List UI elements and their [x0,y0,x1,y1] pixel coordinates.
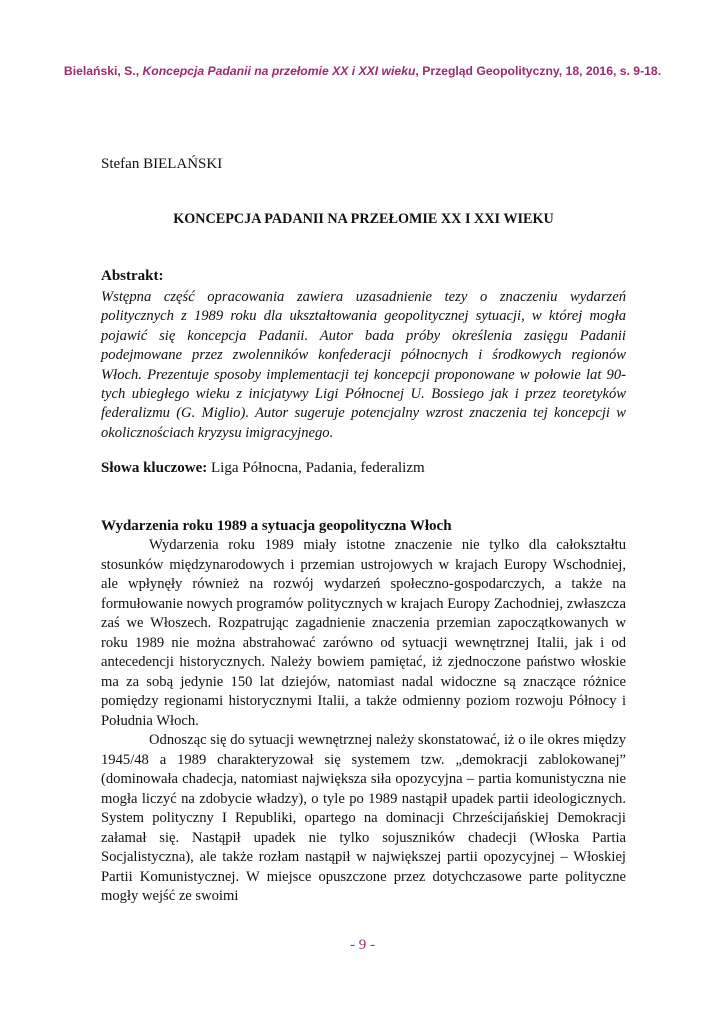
page-number: - 9 - [350,937,375,953]
keywords [101,460,425,477]
author-name: Stefan BIELAŃSKI [101,156,223,172]
keywords-value: Liga Północna, Padania, federalizm [207,460,425,476]
article-title: KONCEPCJA PADANII NA PRZEŁOMIE XX I XXI WIEKU [173,211,554,227]
citation-header [60,63,665,79]
citation-prefix: Bielański, S., [63,64,143,78]
abstract-text: Wstępna część opracowania zawiera uzasadnienie tezy o znaczeniu wydarzeń politycznych z 1989 roku dla ukształtowania geopolitycznej sytuacji, w której mogła pojawić się koncepcja Padanii. Autor bada próby określenia zasięgu Padanii podejmowane przez zwolenników konfederacji północnych i środkowych regionów Włoch. Prezentuje sposoby implementacji tej koncepcji proponowane w połowie lat 90-tych ubiegłego wieku z inicjatywy Ligi Północnej U. Bossiego jak i przez teoretyków federalizmu (G. Miglio). Autor sugeruje potencjalny wzrost znaczenia tej koncepcji w okolicznościach kryzysu imigracyjnego. [101,289,626,441]
citation-suffix: , Przegląd Geopolityczny, 18, 2016, s. 9-18. [415,64,662,78]
paragraph: Wydarzenia roku 1989 miały istotne znaczenie nie tylko dla całokształtu stosunków międzynarodowych i przemian ustrojowych w krajach Europy Wschodniej, ale wpłynęły również na rozwój wydarzeń społeczno-gospodarczych, a także na formułowanie nowych programów politycznych w krajach Europy Zachodniej, zwłaszcza zaś we Włoszech. Rozpatrując zagadnienie znaczenia przemian zapoczątkowanych w roku 1989 nie można abstrahować zarówno od sytuacji wewnętrznej Italii, jak i od antecedencji historycznych. Należy bowiem pamiętać, iż zjednoczone państwo włoskie ma za sobą jedynie 150 lat dziejów, natomiast nadal widoczne są znaczące różnice pomiędzy regionami historycznymi Italii, a także odmienny poziom rozwoju Północy i Południa Włoch. [101,537,626,729]
section-heading: Wydarzenia roku 1989 a sytuacja geopolityczna Włoch [101,518,452,534]
abstract-heading: Abstrakt: [101,268,164,284]
keywords-label: Słowa kluczowe: [101,460,208,476]
paragraph: Odnosząc się do sytuacji wewnętrznej należy skonstatować, iż o ile okres między 1945/48 a 1989 charakteryzował się systemem tzw. „demokracji zablokowanej” (dominowała chadecja, natomiast największa siła opozycyjna – partia komunistyczna nie mogła liczyć na zdobycie władzy), o tyle po 1989 nastąpił upadek partii ideologicznych. System polityczny I Republiki, opartego na dominacji Chrześcijańskiej Demokracji załamał się. Nastąpił upadek nie tylko sojuszników chadecji (Włoska Partia Socjalistyczna), ale także rozłam nastąpił w największej partii opozycyjnej – Włoskiej Partii Komunistycznej. W miejsce opuszczone przez dotychczasowe parte polityczne mogły wejść ze swoimi [101,732,626,904]
citation-title: Koncepcja Padanii na przełomie XX i XXI wieku [142,64,416,78]
section-body [101,536,626,907]
